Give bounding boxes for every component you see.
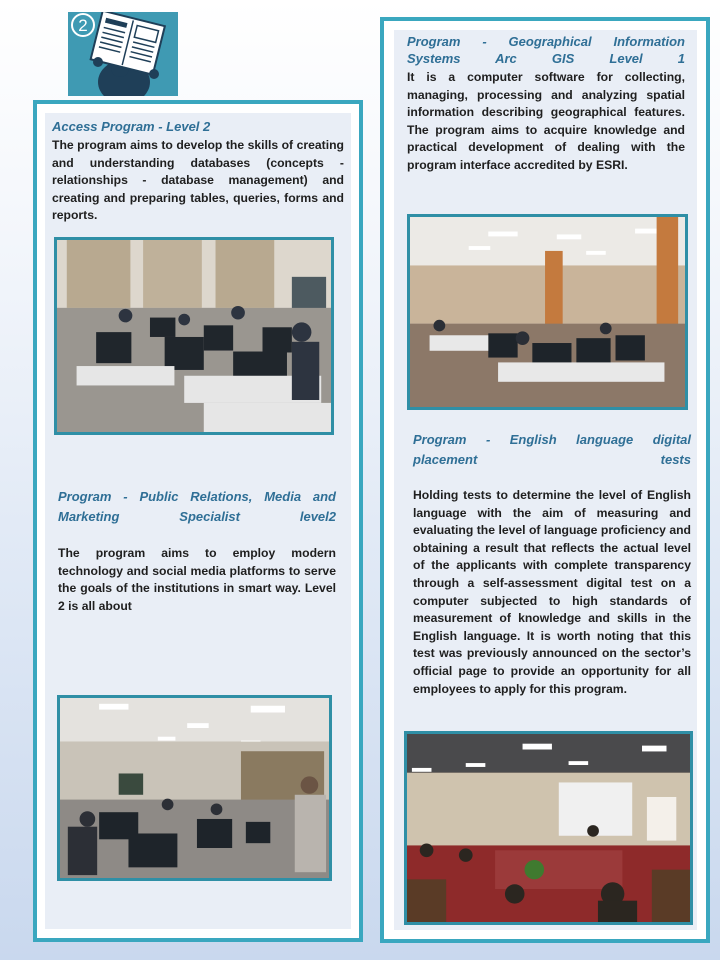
english-tests-photo	[404, 731, 693, 925]
english-tests-title: Program - English language digital placement tests	[413, 432, 691, 467]
gis-program-body: It is a computer software for collecting, managing, processing and analyzing spatial information describing geographical features. The program aims to acquire knowledge and practical development of dealing with the program interface accredited by ESRI.	[407, 70, 685, 172]
access-program-body: The program aims to develop the skills of creating and understanding databases (concepts - relationships - database management) and creating and preparing tables, queries, forms and reports.	[52, 138, 344, 223]
gis-program-title: Program - Geographical Information Systems Arc GIS Level 1	[407, 34, 685, 66]
badge-number: 2	[78, 16, 88, 35]
public-relations-body: The program aims to employ modern technology and social media platforms to serve the goals of the institutions in smart way. Level 2 is all about	[58, 546, 336, 613]
gis-program-photo	[407, 214, 688, 410]
english-tests-body: Holding tests to determine the level of English language with the aim of measuring and evaluating the level of language proficiency and obtaining a result that reflects the actual level of the applicants with complete transparency through a self-assessment digital test on a computer subjected to high standards of measurement of knowledge and skills in the English language. It is worth noting that this test was previously announced on the sector’s official page to provide an opportunity for all employees to apply for this program.	[413, 488, 691, 696]
access-program-photo	[54, 237, 334, 435]
public-relations-photo	[57, 695, 332, 881]
public-relations-title: Program - Public Relations, Media and Marketing Specialist level2	[58, 489, 336, 524]
access-program-title: Access Program - Level 2	[52, 119, 211, 134]
newspaper-reader-icon	[68, 12, 178, 96]
